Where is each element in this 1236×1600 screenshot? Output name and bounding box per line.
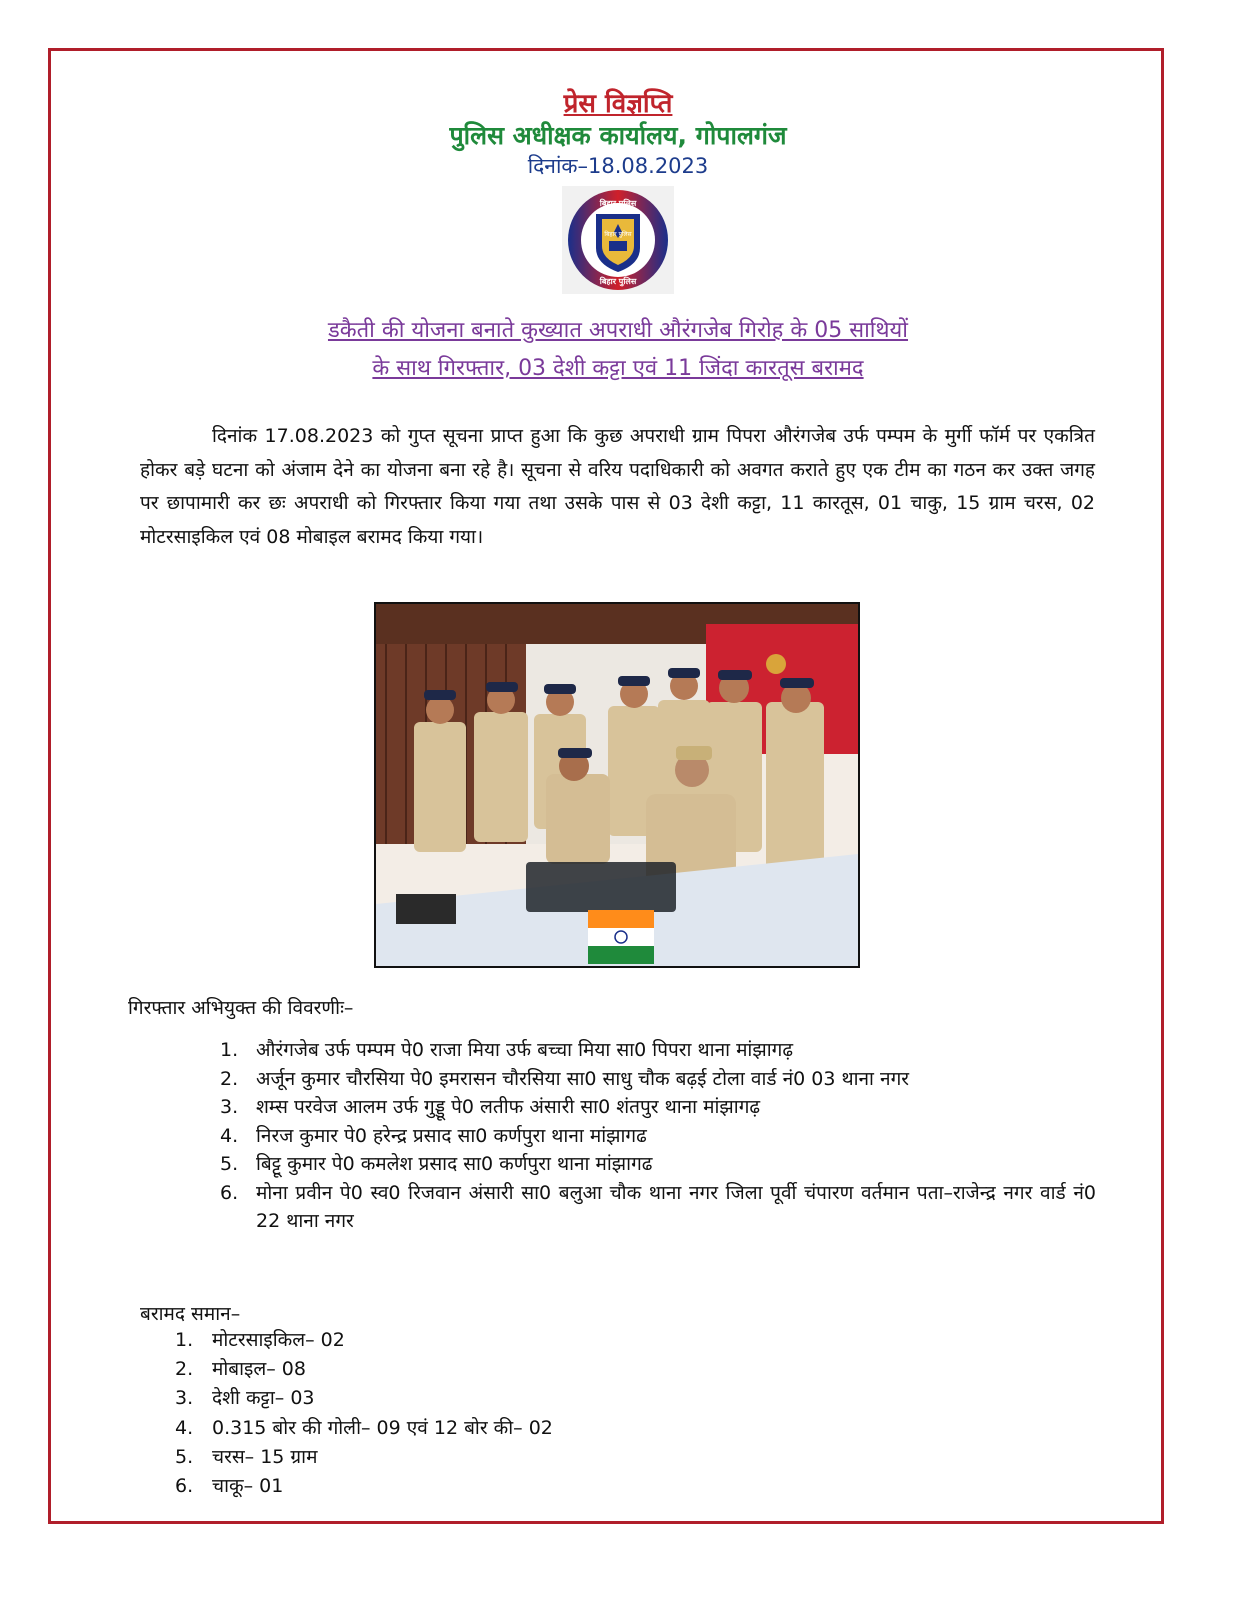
list-number: 2. xyxy=(220,1067,239,1090)
accused-details: निरज कुमार पे0 हरेन्द्र प्रसाद सा0 कर्णपुरा थाना मांझागढ xyxy=(256,1124,647,1147)
accused-heading: गिरफ्तार अभियुक्त की विवरणीः– xyxy=(128,997,354,1019)
accused-details: मोना प्रवीन पे0 स्व0 रिजवान अंसारी सा0 बलुआ चौक थाना नगर जिला पूर्वी चंपारण वर्तमान पता–राजेन्द्र नगर वार्ड नं0 22 थाना नगर xyxy=(256,1181,1096,1232)
list-number: 5. xyxy=(220,1153,239,1175)
logo-text-inner: बिहार पुलिस xyxy=(604,231,632,238)
recovered-item: 0.315 बोर की गोली– 09 एवं 12 बोर की– 02 xyxy=(212,1416,553,1439)
recovered-item: देशी कट्टा– 03 xyxy=(212,1387,315,1410)
list-number: 3. xyxy=(220,1096,239,1118)
headline-line-1: डकैती की योजना बनाते कुख्यात अपराधी औरंगजेब गिरोह के 05 साथियों xyxy=(327,318,909,343)
list-item xyxy=(175,1414,812,1443)
list-item xyxy=(175,1443,812,1472)
press-conference-photo xyxy=(374,602,860,968)
recovered-heading: बरामद समान– xyxy=(140,1303,241,1325)
list-number: 4. xyxy=(175,1416,194,1439)
list-number: 6. xyxy=(175,1475,194,1498)
recovered-item: मोबाइल– 08 xyxy=(212,1358,306,1381)
headline-line-2: के साथ गिरफ्तार, 03 देशी कट्टा एवं 11 जिंदा कारतूस बरामद xyxy=(372,356,864,381)
accused-details: बिट्टू कुमार पे0 कमलेश प्रसाद सा0 कर्णपुरा थाना मांझागढ xyxy=(256,1153,653,1175)
recovered-item: चाकू– 01 xyxy=(212,1475,284,1498)
recovered-item: चरस– 15 ग्राम xyxy=(212,1445,318,1468)
list-item xyxy=(220,1122,1096,1151)
list-item xyxy=(220,1179,1096,1236)
list-item xyxy=(175,1355,812,1384)
list-number: 4. xyxy=(220,1124,239,1147)
list-number: 2. xyxy=(175,1358,194,1381)
logo-text-bottom: बिहार पुलिस xyxy=(599,277,637,286)
bihar-police-logo xyxy=(562,186,674,294)
list-item xyxy=(220,1150,1096,1179)
list-item xyxy=(220,1093,1096,1122)
list-number: 6. xyxy=(220,1181,239,1204)
logo-text-top: बिहार पुलिस xyxy=(599,199,637,208)
list-item xyxy=(220,1036,1096,1065)
recovered-item: मोटरसाइकिल– 02 xyxy=(212,1329,345,1351)
list-number: 1. xyxy=(175,1329,194,1351)
list-number: 3. xyxy=(175,1387,194,1410)
list-item xyxy=(175,1326,812,1355)
accused-details: अर्जून कुमार चौरसिया पे0 इमरासन चौरसिया सा0 साधु चौक बढ़ई टोला वार्ड नं0 03 थाना नगर xyxy=(256,1067,910,1090)
office-title: पुलिस अधीक्षक कार्यालय, गोपालगंज xyxy=(449,121,787,150)
list-number: 1. xyxy=(220,1039,239,1061)
list-item xyxy=(175,1384,812,1413)
list-item xyxy=(220,1065,1096,1094)
list-number: 5. xyxy=(175,1445,194,1468)
list-item xyxy=(175,1472,812,1501)
incident-paragraph: दिनांक 17.08.2023 को गुप्त सूचना प्राप्त हुआ कि कुछ अपराधी ग्राम पिपरा औरंगजेब उर्फ पम्पम के मुर्गी फॉर्म पर एकत्रित होकर बड़े घटना को अंजाम देने का योजना बना रहे है। सूचना से वरिय पदाधिकारी को अवगत कराते हुए एक टीम का गठन कर उक्त जगह पर छापामारी कर छः अपराधी को गिरफ्तार किया गया तथा उसके पास से 03 देशी कट्टा, 11 कारतूस, 01 चाकु, 15 ग्राम चरस, 02 मोटरसाइकिल एवं 08 मोबाइल बरामद किया गया। xyxy=(140,425,1095,548)
press-release-title: प्रेस विज्ञप्ति xyxy=(563,89,673,119)
accused-details: औरंगजेब उर्फ पम्पम पे0 राजा मिया उर्फ बच्चा मिया सा0 पिपरा थाना मांझागढ़ xyxy=(256,1039,794,1061)
press-date: दिनांक–18.08.2023 xyxy=(527,154,709,178)
recovered-list xyxy=(175,1326,812,1501)
accused-details: शम्स परवेज आलम उर्फ गुड्डू पे0 लतीफ अंसारी सा0 शंतपुर थाना मांझागढ़ xyxy=(256,1096,761,1118)
accused-list xyxy=(220,1036,1096,1236)
